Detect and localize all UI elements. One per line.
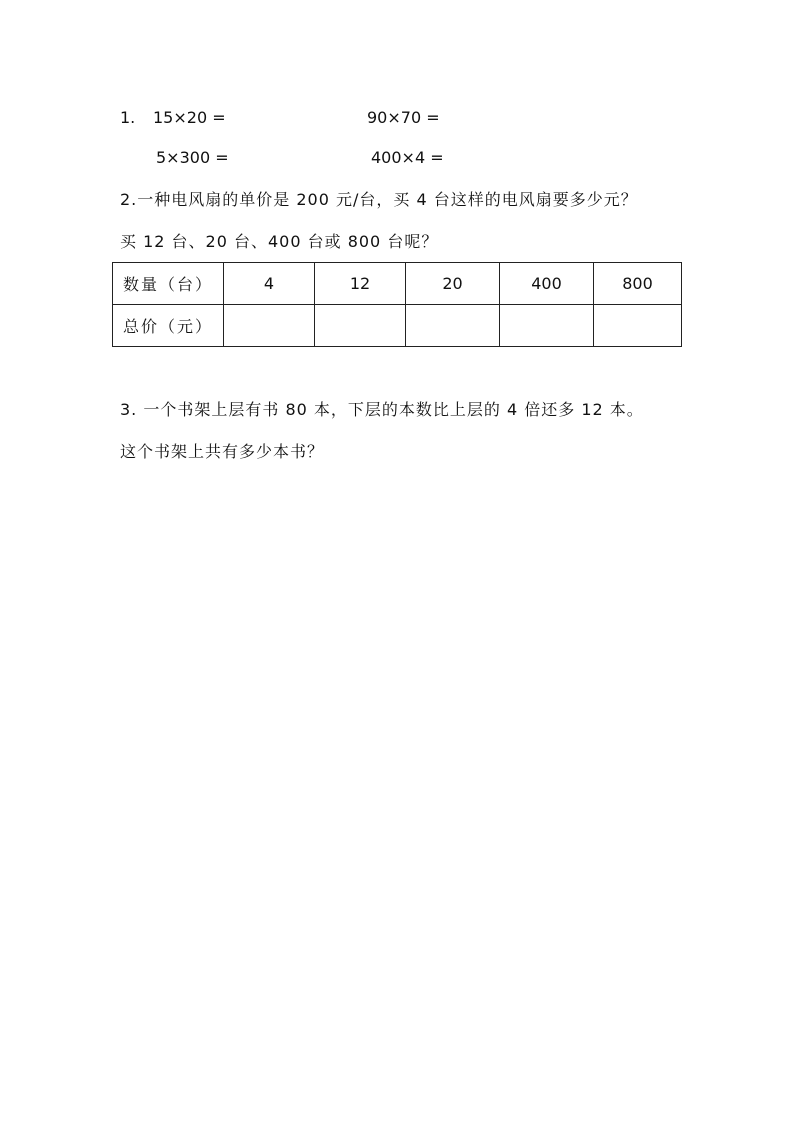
price-table	[112, 262, 682, 347]
total-cell	[224, 305, 315, 347]
q1-item-2: 90×70 =	[367, 108, 440, 127]
quantity-cell: 20	[406, 263, 500, 305]
quantity-cell: 800	[594, 263, 682, 305]
q3-text-line1: 3. 一个书架上层有书 80 本，下层的本数比上层的 4 倍还多 12 本。	[120, 400, 644, 419]
quantity-label: 数量（台）	[113, 263, 224, 305]
total-cell	[500, 305, 594, 347]
quantity-cell: 4	[224, 263, 315, 305]
total-label: 总价（元）	[113, 305, 224, 347]
q2-text-line2: 买 12 台、20 台、400 台或 800 台呢？	[120, 232, 439, 251]
total-row	[113, 305, 682, 347]
q2-text-line1: 2.一种电风扇的单价是 200 元/台，买 4 台这样的电风扇要多少元？	[120, 190, 638, 209]
total-cell	[406, 305, 500, 347]
total-cell	[594, 305, 682, 347]
quantity-cell: 12	[315, 263, 406, 305]
q3-text-line2: 这个书架上共有多少本书？	[120, 442, 325, 461]
q1-item-3: 5×300 =	[156, 148, 229, 167]
quantity-cell: 400	[500, 263, 594, 305]
q1-item-4: 400×4 =	[371, 148, 444, 167]
total-cell	[315, 305, 406, 347]
q1-item-1: 15×20 =	[153, 108, 226, 127]
q1-number: 1.	[120, 108, 136, 127]
quantity-row	[113, 263, 682, 305]
